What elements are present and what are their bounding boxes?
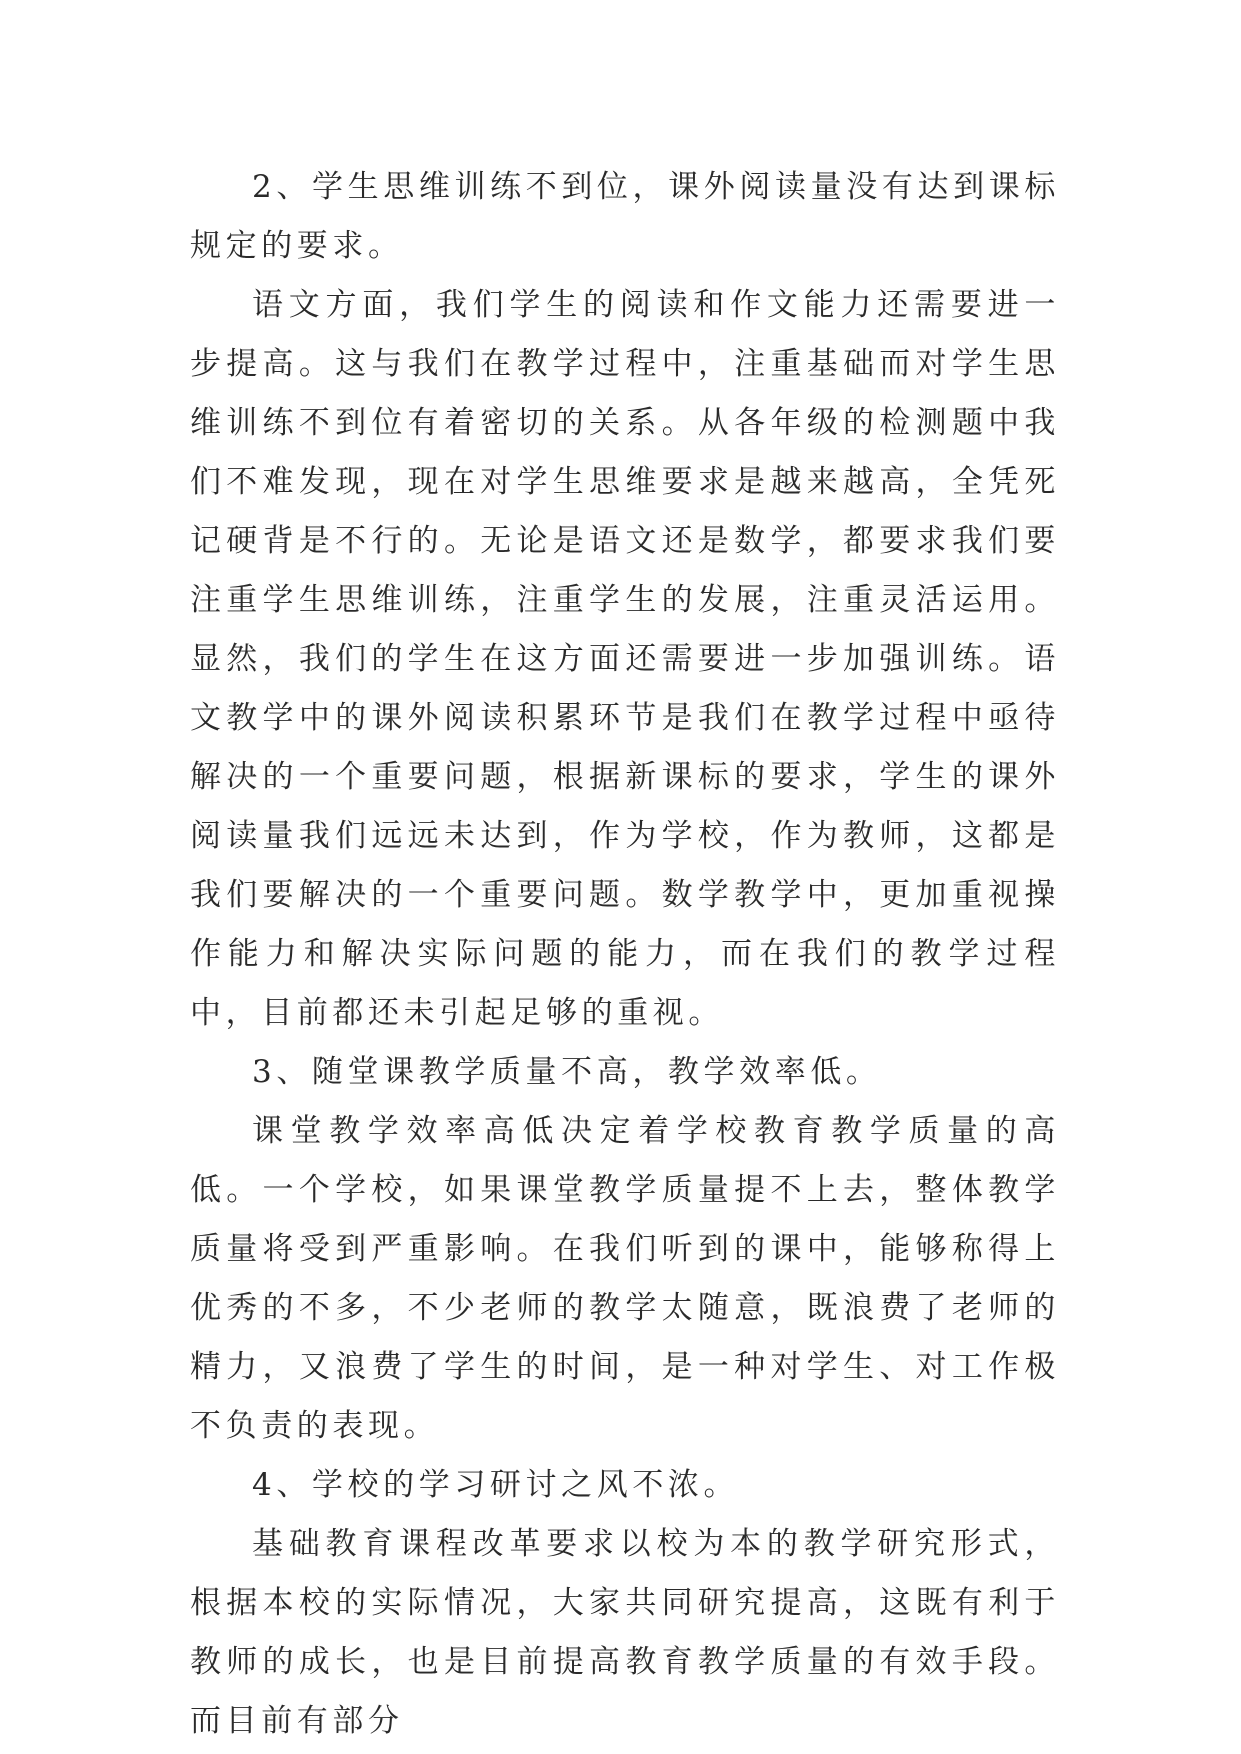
paragraph-point-3-heading: 3、随堂课教学质量不高，教学效率低。	[252, 1054, 882, 1090]
paragraph-point-4-heading: 4、学校的学习研讨之风不浓。	[252, 1467, 740, 1503]
paragraph-point-2-body: 语文方面，我们学生的阅读和作文能力还需要进一步提高。这与我们在教学过程中，注重基础而对学生思维训练不到位有着密切的关系。从各年级的检测题中我们不难发现，现在对学生思维要求是越来越高，全凭死记硬背是不行的。无论是语文还是数学，都要求我们要注重学生思维训练，注重学生的发展，注重灵活运用。显然，我们的学生在这方面还需要进一步加强训练。语文教学中的课外阅读积累环节是我们在教学过程中亟待解决的一个重要问题，根据新课标的要求，学生的课外阅读量我们远远未达到，作为学校，作为教师，这都是我们要解决的一个重要问题。数学教学中，更加重视操作能力和解决实际问题的能力，而在我们的教学过程中，目前都还未引起足够的重视。	[190, 287, 1060, 1031]
paragraph-point-4-body: 基础教育课程改革要求以校为本的教学研究形式，根据本校的实际情况，大家共同研究提高，这既有利于教师的成长，也是目前提高教育教学质量的有效手段。而目前有部分	[190, 1526, 1060, 1739]
paragraph-point-3-body: 课堂教学效率高低决定着学校教育教学质量的高低。一个学校，如果课堂教学质量提不上去，整体教学质量将受到严重影响。在我们听到的课中，能够称得上优秀的不多，不少老师的教学太随意，既浪费了老师的精力，又浪费了学生的时间，是一种对学生、对工作极不负责的表现。	[190, 1113, 1060, 1444]
paragraph-point-2-heading: 2、学生思维训练不到位，课外阅读量没有达到课标规定的要求。	[190, 169, 1060, 264]
document-body	[190, 158, 1060, 1751]
